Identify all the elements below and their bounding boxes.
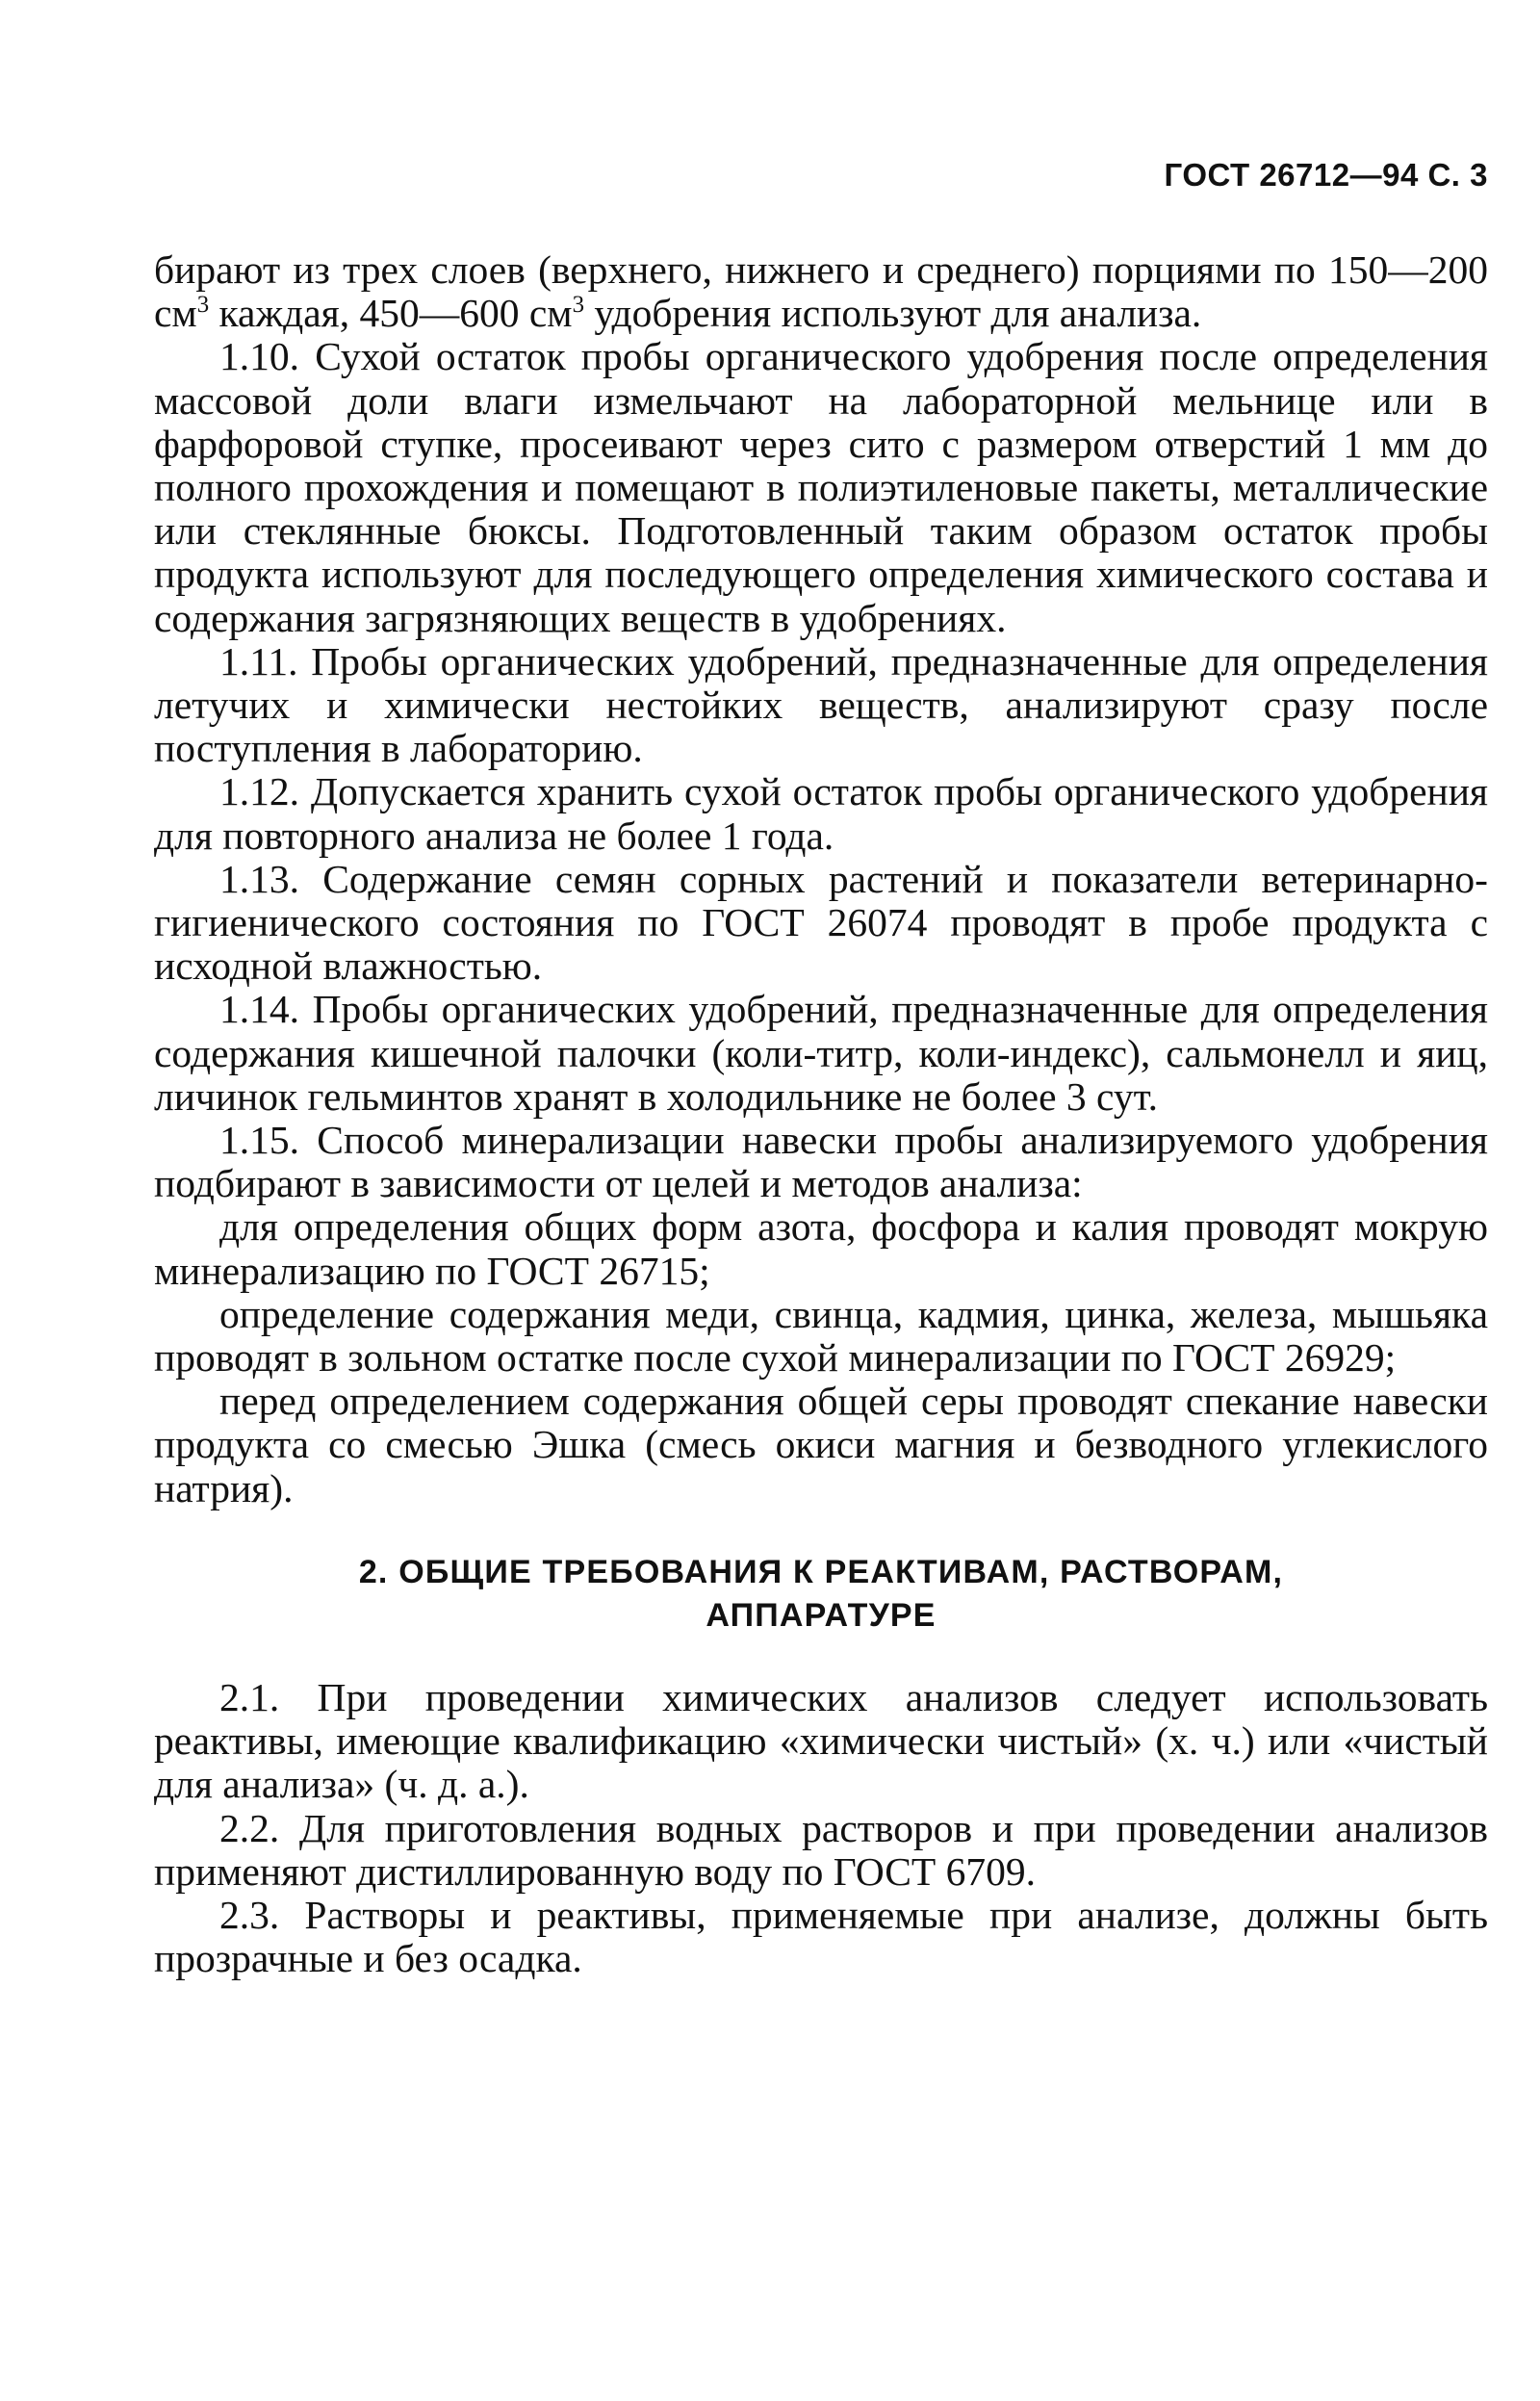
body-text bbox=[154, 248, 1488, 1980]
paragraph-1-15-sulfur: перед определением содержания общей серы проводят спекание навески продукта со смесью Эшка (смесь окиси магния и безводного углекислого натрия). bbox=[154, 1379, 1488, 1510]
paragraph-1-15-nitrogen: для определения общих форм азота, фосфора и калия проводят мокрую минерализацию по ГОСТ 26715; bbox=[154, 1204, 1488, 1293]
section-2-title-line-1: 2. ОБЩИЕ ТРЕБОВАНИЯ К РЕАКТИВАМ, РАСТВОРАМ, bbox=[358, 1553, 1284, 1590]
paragraph-1-15: 1.15. Способ минерализации навески пробы анализируемого удобрения подбирают в зависимости от целей и методов анализа: bbox=[154, 1118, 1488, 1206]
paragraph-2-2: 2.2. Для приготовления водных растворов и при проведении анализов применяют дистиллированную воду по ГОСТ 6709. bbox=[154, 1805, 1488, 1894]
paragraph-2-3: 2.3. Растворы и реактивы, применяемые при анализе, должны быть прозрачные и без осадка. bbox=[154, 1892, 1488, 1981]
paragraph-1-15-metals: определение содержания меди, свинца, кадмия, цинка, железа, мышьяка проводят в зольном остатке после сухой минерализации по ГОСТ 26929; bbox=[154, 1291, 1488, 1381]
paragraph-1-10: 1.10. Сухой остаток пробы органического удобрения после определения массовой доли влаги измельчают на лабораторной мельнице или в фарфоровой ступке, просеивают через сито с размером отверстий 1 мм до полного прохождения и помещают в полиэтиленовые пакеты, металлические или стеклянные бюксы. Подготовленный таким образом остаток пробы продукта используют для последующего определения химического состава и содержания загрязняющих веществ в удобрениях. bbox=[154, 334, 1488, 640]
section-2-title-line-2: АППАРАТУРЕ bbox=[706, 1596, 937, 1634]
paragraph-1-14: 1.14. Пробы органических удобрений, предназначенные для определения содержания кишечной палочки (коли-титр, коли-индекс), сальмонелл и яиц, личинок гельминтов хранят в холодильнике не более 3 сут. bbox=[154, 987, 1488, 1119]
section-2-title bbox=[154, 1551, 1488, 1638]
paragraph-sampling-continuation: бирают из трех слоев (верхнего, нижнего и среднего) порциями по 150—200 $см^3$ каждая, 450—600 $см^3$ удобрения используют для анализа. bbox=[154, 247, 1488, 336]
paragraph-1-13: 1.13. Содержание семян сорных растений и показатели ветеринарно-гигиенического состояния по ГОСТ 26074 проводят в пробе продукта с исходной влажностью. bbox=[154, 856, 1488, 989]
paragraph-1-12: 1.12. Допускается хранить сухой остаток пробы органического удобрения для повторного анализа не более 1 года. bbox=[154, 769, 1488, 858]
document-page bbox=[154, 0, 1488, 2401]
running-head: ГОСТ 26712—94 С. 3 bbox=[1164, 157, 1488, 193]
paragraph-1-11: 1.11. Пробы органических удобрений, предназначенные для определения летучих и химически нестойких веществ, анализируют сразу после поступления в лабораторию. bbox=[154, 638, 1488, 771]
paragraph-2-1: 2.1. При проведении химических анализов следует использовать реактивы, имеющие квалификацию «химически чистый» (х. ч.) или «чистый для анализа» (ч. д. а.). bbox=[154, 1674, 1488, 1807]
